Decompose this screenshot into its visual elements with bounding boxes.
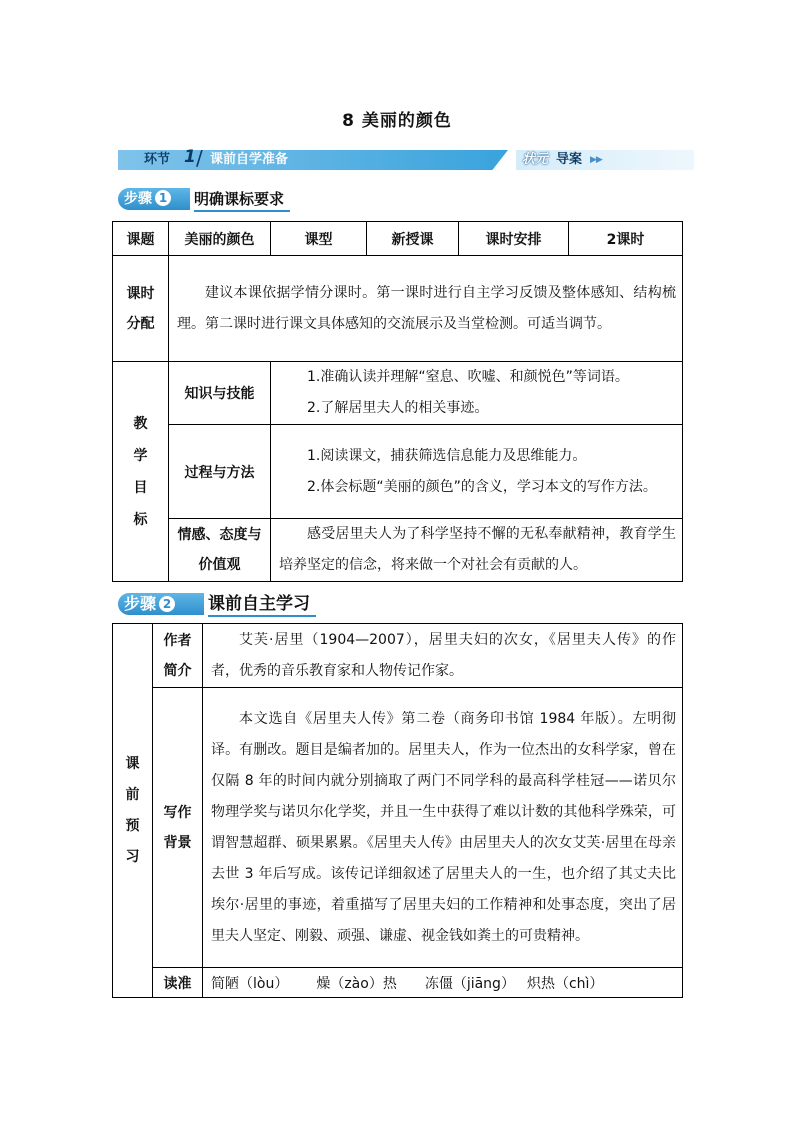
curriculum-table	[112, 221, 683, 582]
step-badge	[118, 593, 204, 615]
knowledge-items	[271, 362, 683, 425]
step-badge-text: 步骤	[124, 191, 152, 207]
list-item: 冻僵（jiāng）	[424, 975, 515, 992]
topic-label: 课题	[113, 222, 169, 256]
allocation-label-line: 分配	[126, 315, 155, 332]
topic-value: 美丽的颜色	[169, 222, 271, 256]
author-text: 艾芙·居里（1904—2007），居里夫妇的次女，《居里夫人传》的作者，优秀的音乐教育家和人物传记作家。	[203, 624, 683, 688]
background-text: 本文选自《居里夫人传》第二卷（商务印书馆 1984 年版）。左明彻译。有删改。题目是编者加的。居里夫人，作为一位杰出的女科学家，曾在仅隔 8 年的时间内就分别摘取了两门不同学科的最高科学桂冠——诺贝尔物理学奖与诺贝尔化学奖，并且一生中获得了难以计数的其他科学殊荣，可谓智慧超群、硕果累累。《居里夫人传》由居里夫人的次女艾芙·居里在母亲去世 3 年后写成。该传记详细叙述了居里夫人的一生，也介绍了其丈夫比埃尔·居里的事迹，着重描写了居里夫妇的工作精神和处事态度，突出了居里夫人坚定、刚毅、顽强、谦虚、视金钱如粪土的可贵精神。	[203, 688, 683, 968]
background-label-line: 背景	[163, 834, 192, 851]
type-label: 课型	[271, 222, 367, 256]
banner-section: 课前自学准备	[210, 152, 289, 167]
side-label-char: 预	[125, 817, 140, 834]
page-title: 8 美丽的颜色	[342, 111, 452, 131]
schedule-value: 2课时	[569, 222, 683, 256]
goals-label	[113, 362, 169, 582]
step-number: 2	[159, 596, 175, 612]
table-row	[113, 256, 683, 362]
banner-number: 1	[184, 147, 196, 167]
table-row	[113, 624, 683, 688]
emotion-text: 感受居里夫人为了科学坚持不懈的无私奉献精神，教育学生培养坚定的信念，将来做一个对社会有贡献的人。	[271, 519, 683, 582]
emotion-label	[169, 519, 271, 582]
goals-label-char: 教	[133, 415, 148, 432]
type-value: 新授课	[367, 222, 459, 256]
allocation-text: 建议本课依据学情分课时。第一课时进行自主学习反馈及整体感知、结构梳理。第二课时进行课文具体感知的交流展示及当堂检测。可适当调节。	[169, 256, 683, 362]
step-number: 1	[155, 190, 171, 206]
brand-part1: 状元	[522, 152, 549, 167]
table-row	[113, 519, 683, 582]
list-item: 简陋（lòu）	[211, 975, 289, 992]
list-item: 2.体会标题“美丽的颜色”的含义，学习本文的写作方法。	[307, 478, 657, 495]
side-label-char: 课	[125, 755, 140, 772]
list-item: 1.准确认读并理解“窒息、吹嘘、和颜悦色”等词语。	[307, 369, 629, 385]
banner-bar	[118, 150, 508, 170]
section-banner	[118, 146, 694, 170]
goals-label-char: 标	[133, 511, 148, 528]
allocation-label	[113, 256, 169, 362]
allocation-label-line: 课时	[126, 285, 155, 302]
step-label: 课前自主学习	[208, 593, 316, 617]
preview-side-label	[113, 624, 153, 998]
goals-label-char: 目	[133, 479, 148, 496]
emotion-label-line: 情感、态度与	[177, 527, 262, 543]
author-label	[153, 624, 203, 688]
process-label: 过程与方法	[169, 425, 271, 519]
step-label: 明确课标要求	[194, 188, 290, 212]
step-badge-text: 步骤	[124, 594, 157, 613]
emotion-label-line: 价值观	[198, 557, 241, 573]
background-label	[153, 688, 203, 968]
banner-prefix: 环节	[144, 152, 171, 167]
reading-items	[203, 968, 683, 998]
reading-label: 读准	[153, 968, 203, 998]
author-label-line: 作者	[163, 632, 192, 649]
knowledge-label: 知识与技能	[169, 362, 271, 425]
double-arrow-icon: ▶▶	[590, 155, 602, 165]
list-item: 2.了解居里夫人的相关事迹。	[307, 400, 489, 416]
background-label-line: 写作	[163, 804, 192, 821]
banner-slash-icon: /	[196, 146, 203, 170]
step-badge	[118, 188, 190, 210]
table-row	[113, 222, 683, 256]
author-label-line: 简介	[163, 662, 192, 679]
process-items	[271, 425, 683, 519]
banner-brand	[516, 150, 694, 170]
schedule-label: 课时安排	[459, 222, 569, 256]
table-row	[113, 425, 683, 519]
list-item: 1.阅读课文，捕获筛选信息能力及思维能力。	[307, 447, 587, 464]
table-row	[113, 968, 683, 998]
list-item: 燥（zào）热	[316, 975, 397, 992]
side-label-char: 习	[125, 848, 140, 865]
brand-part2: 导案	[556, 152, 583, 167]
table-row	[113, 362, 683, 425]
preview-table	[112, 623, 683, 998]
table-row	[113, 688, 683, 968]
list-item: 炽热（chì）	[526, 975, 604, 992]
goals-label-char: 学	[133, 447, 148, 464]
side-label-char: 前	[125, 786, 140, 803]
